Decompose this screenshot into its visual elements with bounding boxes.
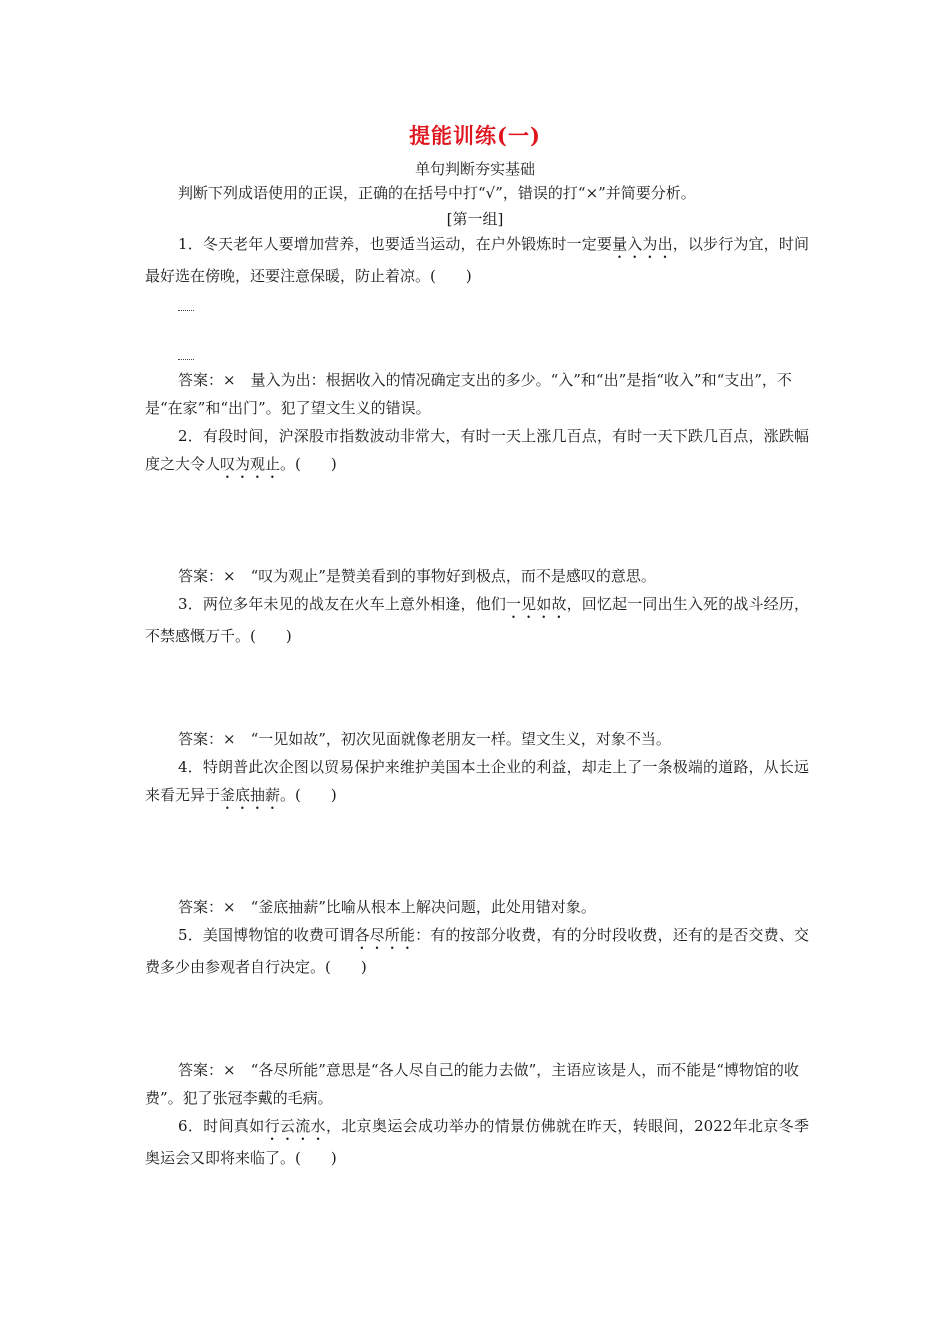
answer-3: 答案：× “一见如故”，初次见面就像老朋友一样。望文生义，对象不当。 [178,730,671,748]
answer-2: 答案：× “叹为观止”是赞美看到的事物好到极点，而不是感叹的意思。 [178,567,656,585]
question-text: 3．两位多年未见的战友在火车上意外相逢，他们 [178,595,506,613]
question-text: 4．特朗普此次企图以贸易保护来维护美国本土企业的利益，却走上了一条极端的道路，从长远来看无异于 [145,758,809,804]
instructions: 判断下列成语使用的正误，正确的在括号中打“√”，错误的打“×”并简要分析。 [178,184,696,202]
question-text: ，回忆起一同出生入死的战斗经历，不禁感慨万千。( ) [145,595,809,645]
question-4 [145,753,809,813]
question-idiom: 各尽所能 [354,926,416,944]
question-text: 。( ) [280,455,337,473]
question-idiom: 釜底抽薪 [220,786,281,804]
section-subtitle: 单句判断夯实基础 [414,160,535,178]
page-title: 提能训练(一) [409,123,541,148]
question-text: 。( ) [280,786,337,804]
question-text: ：有的按部分收费，有的分时段收费，还有的是否交费、交费多少由参观者自行决定。( ) [145,926,809,976]
question-6 [145,1112,809,1172]
question-idiom: 叹为观止 [220,455,281,473]
question-text: ，北京奥运会成功举办的情景仿佛就在昨天，转眼间，2022年北京冬季奥运会又即将来临了。( ) [145,1117,809,1167]
question-text: 1．冬天老年人要增加营养，也要适当运动，在户外锻炼时一定要 [178,235,613,253]
question-text: ，以步行为宜，时间最好选在傍晚，还要注意保暖，防止着凉。( ) [145,235,809,285]
question-text: 6．时间真如 [178,1117,265,1135]
question-idiom: 行云流水 [264,1117,326,1135]
answer-5: 答案：× “各尽所能”意思是“各人尽自己的能力去做”，主语应该是人，而不能是“博物馆的收费”。犯了张冠李戴的毛病。 [145,1061,799,1107]
question-idiom: 一见如故 [506,595,567,613]
group-label: [第一组] [446,210,504,228]
question-2 [145,422,809,482]
blank-line [178,359,194,360]
answer-1: 答案：× 量入为出：根据收入的情况确定支出的多少。“入”和“出”是指“收入”和“支出”，不是“在家”和“出门”。犯了望文生义的错误。 [145,371,792,417]
question-5 [145,921,809,981]
question-idiom: 量入为出 [612,235,673,253]
question-text: 2．有段时间，沪深股市指数波动非常大，有时一天上涨几百点，有时一天下跌几百点，涨跌幅度之大令人 [145,427,809,473]
blank-line [178,310,194,311]
question-3 [145,590,809,650]
question-text: 5．美国博物馆的收费可谓 [178,926,355,944]
question-1 [145,230,809,290]
answer-4: 答案：× “釜底抽薪”比喻从根本上解决问题，此处用错对象。 [178,898,596,916]
